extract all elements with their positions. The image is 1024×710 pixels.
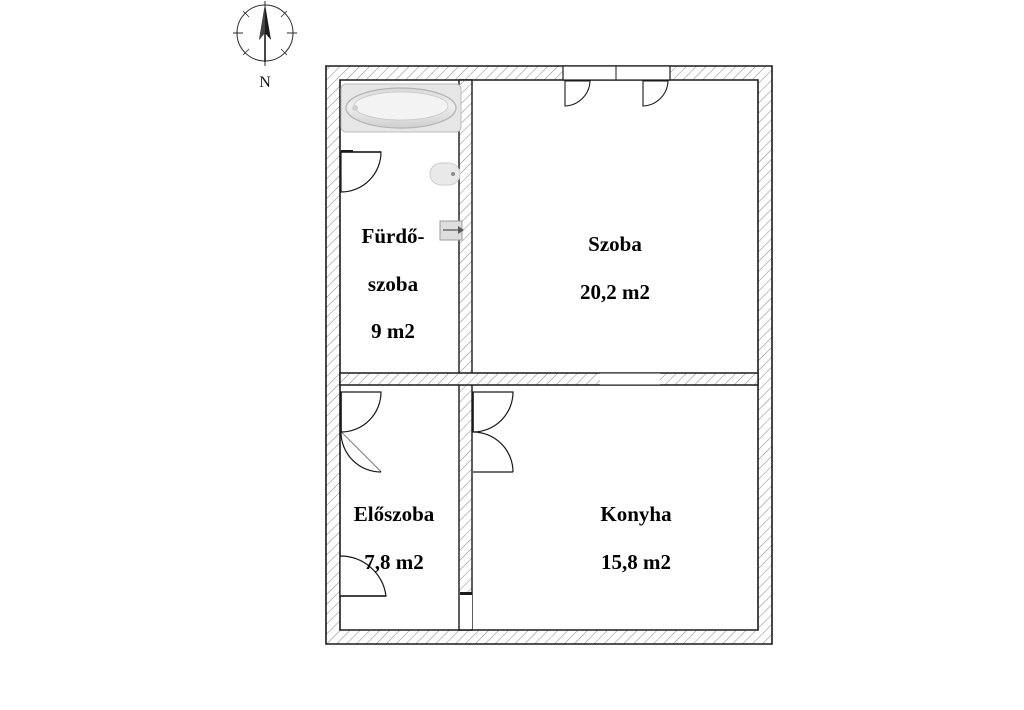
- compass-north-label: N: [259, 74, 271, 91]
- room-area-szoba: 20,2 m2: [580, 279, 650, 304]
- room-area-eloszoba: 7,8 m2: [364, 549, 424, 574]
- sink-icon: [430, 163, 460, 185]
- room-name-szoba: Szoba: [588, 232, 642, 257]
- room-name-eloszoba: Előszoba: [353, 502, 435, 527]
- room-area-furdoszoba: 9 m2: [371, 319, 415, 344]
- room-area-konyha: 15,8 m2: [601, 549, 671, 574]
- room-name-furdoszoba: Fürdő-: [361, 224, 425, 249]
- room-label-eloszoba: [312, 481, 476, 596]
- room-name-furdoszoba-2: szoba: [367, 271, 419, 296]
- room-name-konyha: Konyha: [600, 502, 672, 527]
- bathtub-icon: [341, 84, 461, 132]
- room-label-furdoszoba: [318, 203, 468, 366]
- room-label-szoba: [527, 211, 703, 326]
- compass-rose: [233, 1, 297, 66]
- room-label-konyha: [536, 481, 736, 596]
